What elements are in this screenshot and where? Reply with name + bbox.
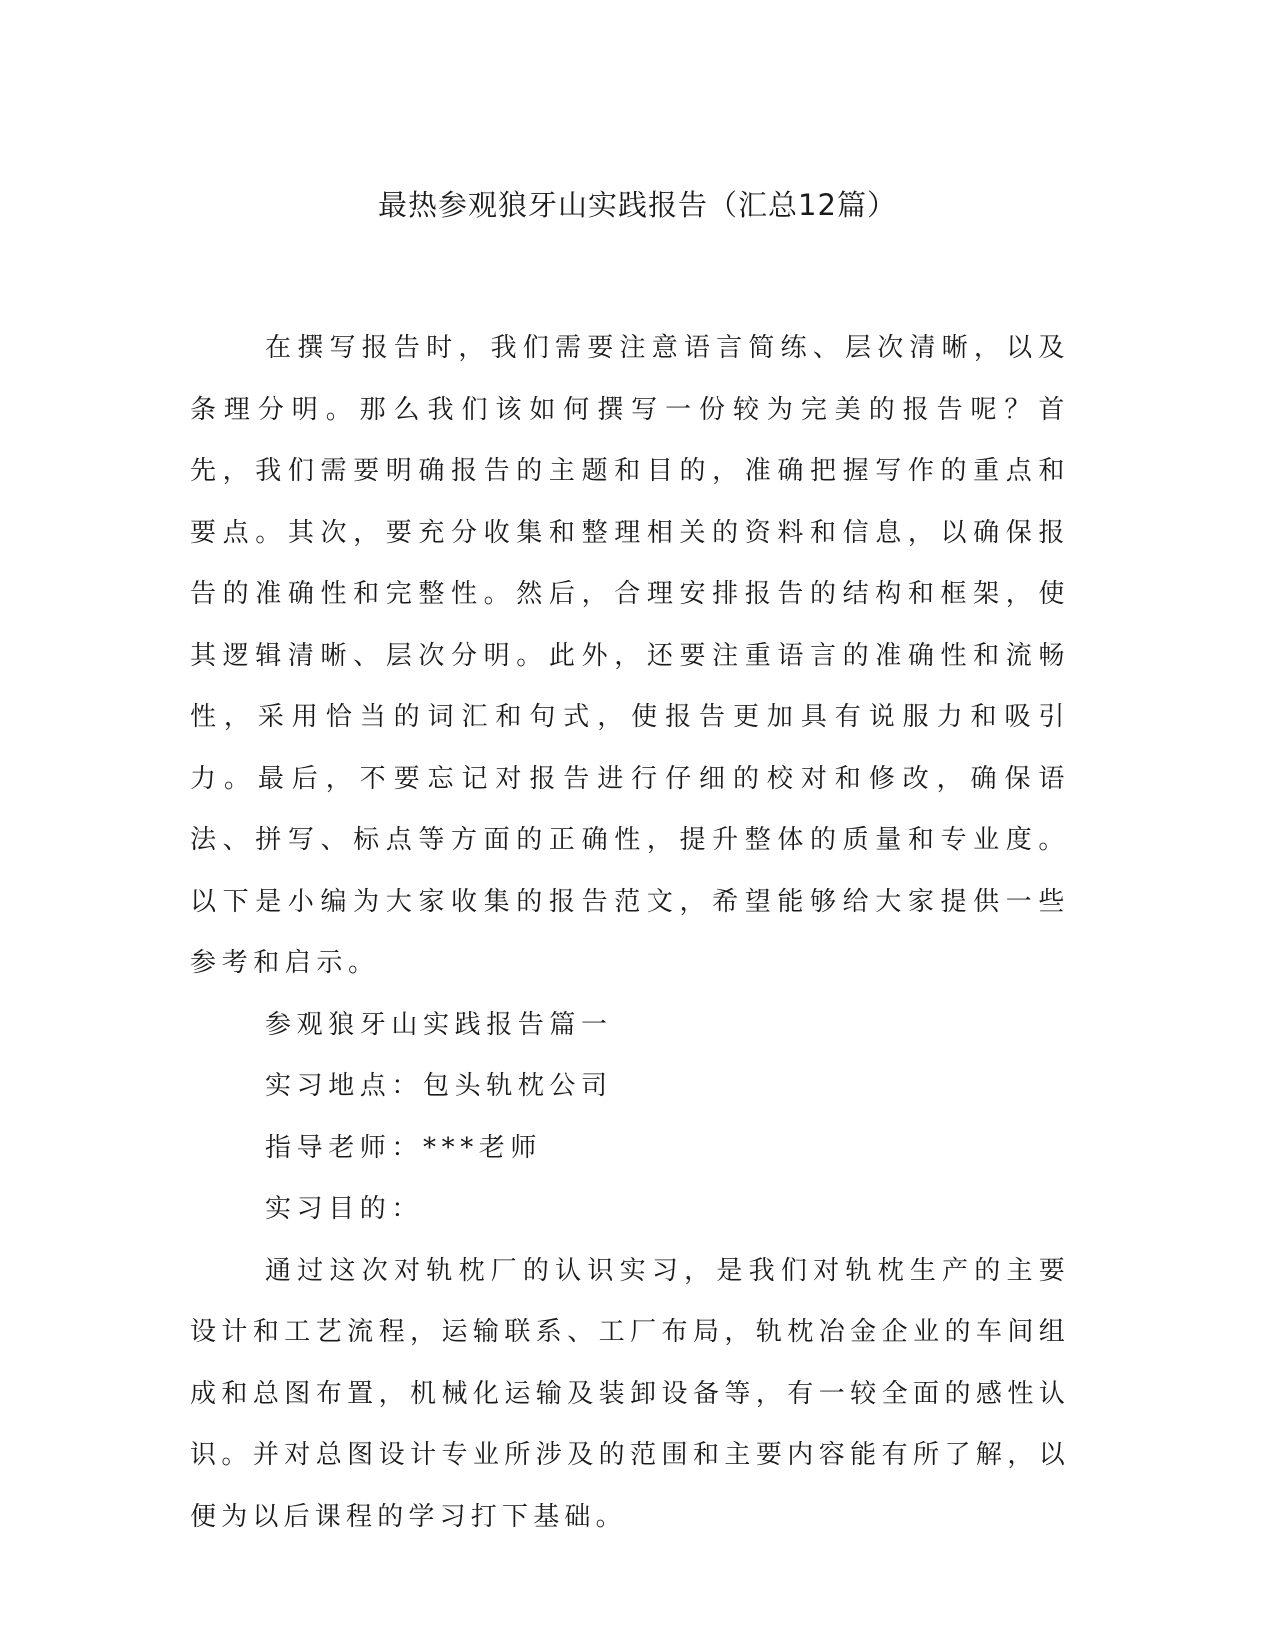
document-title: 最热参观狼牙山实践报告（汇总12篇） <box>378 188 897 222</box>
internship-location: 实习地点：包头轨枕公司 <box>265 1071 613 1101</box>
section-heading: 参观狼牙山实践报告篇一 <box>265 1009 613 1040</box>
purpose-paragraph: 通过这次对轨枕厂的认识实习，是我们对轨枕生产的主要设计和工艺流程，运输联系、工厂布局，轨枕冶金企业的车间组成和总图布置，机械化运输及装卸设备等，有一较全面的感性认识。并对总图设计专业所涉及的范围和主要内容能有所了解，以便为以后课程的学习打下基础。 <box>190 1255 1070 1532</box>
document-body <box>190 318 1070 1548</box>
intro-paragraph: 在撰写报告时，我们需要注意语言简练、层次清晰，以及条理分明。那么我们该如何撰写一份较为完美的报告呢？首先，我们需要明确报告的主题和目的，准确把握写作的重点和要点。其次，要充分收集和整理相关的资料和信息，以确保报告的准确性和完整性。然后，合理安排报告的结构和框架，使其逻辑清晰、层次分明。此外，还要注重语言的准确性和流畅性，采用恰当的词汇和句式，使报告更加具有说服力和吸引力。最后，不要忘记对报告进行仔细的校对和修改，确保语法、拼写、标点等方面的正确性，提升整体的质量和专业度。以下是小编为大家收集的报告范文，希望能够给大家提供一些参考和启示。 <box>190 333 1070 978</box>
purpose-heading: 实习目的： <box>265 1194 424 1224</box>
instructor-line: 指导老师：***老师 <box>265 1132 543 1163</box>
